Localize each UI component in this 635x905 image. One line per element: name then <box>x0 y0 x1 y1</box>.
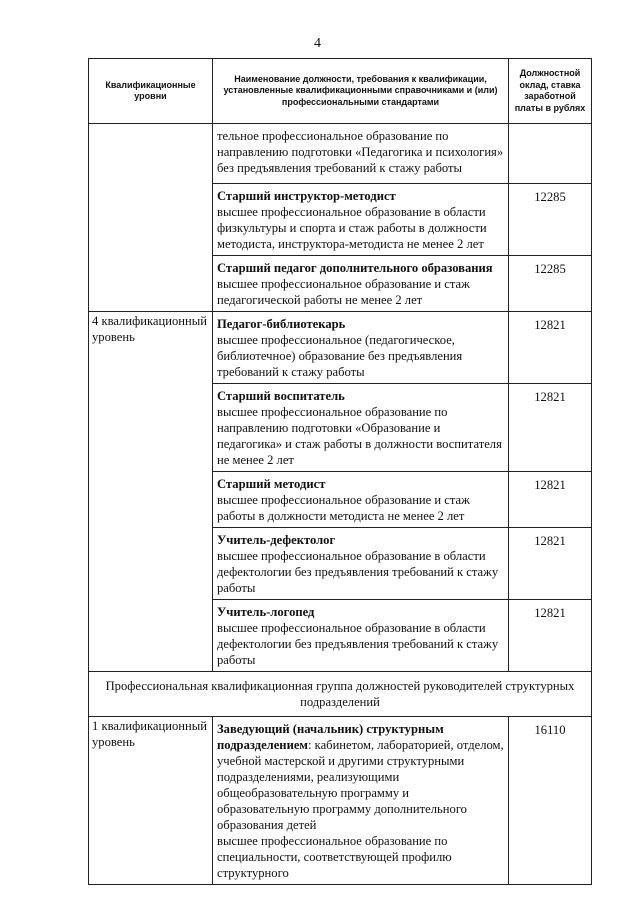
position-requirements: высшее профессиональное образование по специальности, соответствующей профилю структурного <box>217 834 452 880</box>
position-cell <box>213 124 509 184</box>
salary-cell: 12285 <box>509 256 592 312</box>
position-requirements: высшее профессиональное образование в области дефектологии без предъявления требований к стажу работы <box>217 549 499 595</box>
salary-cell: 12821 <box>509 312 592 384</box>
position-cell <box>213 256 509 312</box>
header-position: Наименование должности, требования к квалификации, установленные квалификационными справочниками и (или) профессиональными стандартами <box>213 59 509 124</box>
position-title: Старший инструктор-методист <box>217 189 396 203</box>
position-requirements: высшее профессиональное образование и стаж работы в должности методиста не менее 2 лет <box>217 493 470 523</box>
salary-cell: 12821 <box>509 472 592 528</box>
position-requirements: высшее профессиональное (педагогическое, библиотечное) образование без предъявления требований к стажу работы <box>217 333 463 379</box>
header-salary: Должностной оклад, ставка заработной платы в рублях <box>509 59 592 124</box>
position-requirements: высшее профессиональное образование и стаж педагогической работы не менее 2 лет <box>217 277 470 307</box>
group-header-row <box>89 672 592 717</box>
table-row <box>89 717 592 885</box>
position-requirements: высшее профессиональное образование в области дефектологии без предъявления требований к стажу работы <box>217 621 499 667</box>
salary-cell: 16110 <box>509 717 592 885</box>
salary-cell: 12821 <box>509 384 592 472</box>
table-row <box>89 124 592 184</box>
table-header-row <box>89 59 592 124</box>
position-cell <box>213 472 509 528</box>
position-cell <box>213 717 509 885</box>
position-requirements: тельное профессиональное образование по направлению подготовки «Педагогика и психология» без предъявления требований к стажу работы <box>217 129 507 175</box>
position-cell <box>213 312 509 384</box>
table-row <box>89 312 592 384</box>
position-requirements: высшее профессиональное образование по направлению подготовки «Образование и педагогика» и стаж работы в должности воспитателя не менее 2 лет <box>217 405 502 467</box>
position-requirements: высшее профессиональное образование в области физкультуры и спорта и стаж работы в должности методиста, инструктора-методиста не менее 2 лет <box>217 205 487 251</box>
position-cell <box>213 600 509 672</box>
position-title: Учитель-логопед <box>217 605 315 619</box>
level-cell: 4 квалификационный уровень <box>89 312 213 672</box>
salary-cell: 12285 <box>509 184 592 256</box>
page-number: 4 <box>314 36 321 51</box>
position-title-suffix: : кабинетом, лабораторией, отделом, учебной мастерской и другими структурными подразделениями, реализующими общеобразовательную программу и образовательную программу дополнительного образования детей <box>217 738 504 832</box>
qualification-table <box>88 58 592 885</box>
position-title: Заведующий (начальник) структурным подразделением <box>217 722 444 752</box>
salary-cell <box>509 124 592 184</box>
group-header: Профессиональная квалификационная группа должностей руководителей структурных подразделений <box>89 672 592 717</box>
position-cell <box>213 528 509 600</box>
level-cell <box>89 124 213 312</box>
position-title: Старший методист <box>217 477 326 491</box>
position-cell <box>213 184 509 256</box>
position-title: Педагог-библиотекарь <box>217 317 346 331</box>
position-cell <box>213 384 509 472</box>
header-levels: Квалификационные уровни <box>89 59 213 124</box>
level-cell: 1 квалификационный уровень <box>89 717 213 885</box>
position-title: Старший педагог дополнительного образования <box>217 261 493 275</box>
salary-cell: 12821 <box>509 528 592 600</box>
position-title: Учитель-дефектолог <box>217 533 336 547</box>
salary-cell: 12821 <box>509 600 592 672</box>
position-title: Старший воспитатель <box>217 389 345 403</box>
